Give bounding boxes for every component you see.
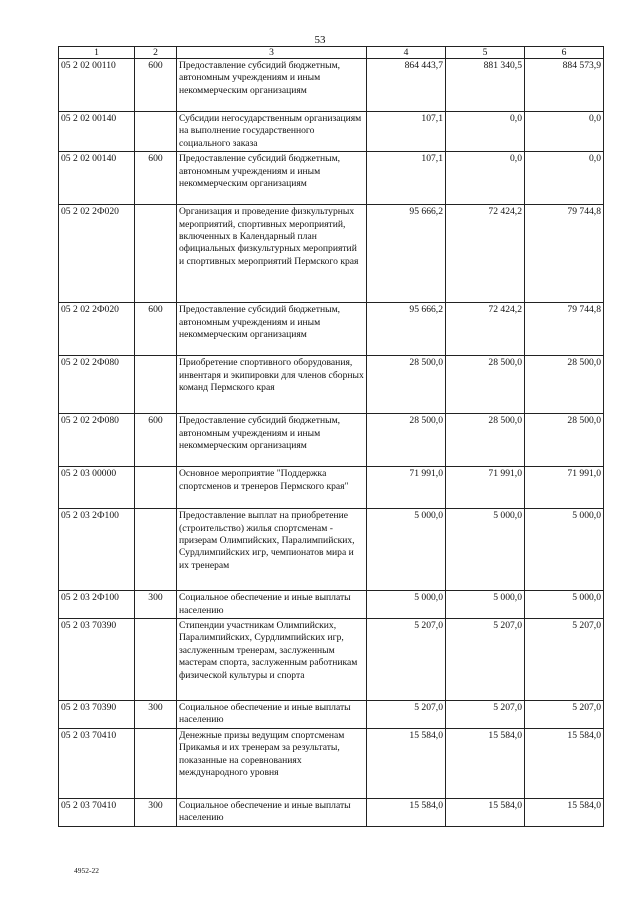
cell-name: Предоставление субсидий бюджетным, автономным учреждениям и иным некоммерческим организациям bbox=[177, 414, 367, 467]
cell-vr: 600 bbox=[135, 59, 177, 112]
cell-value-year2: 5 207,0 bbox=[446, 619, 525, 701]
cell-value-year3: 5 207,0 bbox=[525, 619, 604, 701]
cell-value-year3: 15 584,0 bbox=[525, 798, 604, 826]
cell-vr bbox=[135, 509, 177, 591]
cell-code: 05 2 03 70390 bbox=[59, 619, 135, 701]
cell-value-year1: 15 584,0 bbox=[367, 728, 446, 798]
cell-value-year1: 5 207,0 bbox=[367, 701, 446, 729]
cell-value-year1: 95 666,2 bbox=[367, 205, 446, 303]
table-header-row bbox=[59, 47, 604, 59]
table-row bbox=[59, 701, 604, 729]
cell-code: 05 2 02 2Ф080 bbox=[59, 356, 135, 414]
table-row bbox=[59, 205, 604, 303]
cell-value-year2: 15 584,0 bbox=[446, 728, 525, 798]
cell-vr bbox=[135, 205, 177, 303]
cell-code: 05 2 02 2Ф080 bbox=[59, 414, 135, 467]
cell-vr: 600 bbox=[135, 414, 177, 467]
cell-name: Стипендии участникам Олимпийских, Паралимпийских, Сурдлимпийских игр, заслуженным тренерам, заслуженным мастерам спорта, заслуженным работникам физической культуры и спорта bbox=[177, 619, 367, 701]
page-number: 53 bbox=[314, 34, 326, 46]
cell-code: 05 2 03 70410 bbox=[59, 798, 135, 826]
cell-value-year3: 79 744,8 bbox=[525, 303, 604, 356]
cell-code: 05 2 02 00140 bbox=[59, 152, 135, 205]
cell-value-year2: 71 991,0 bbox=[446, 467, 525, 509]
cell-vr: 300 bbox=[135, 701, 177, 729]
budget-table bbox=[58, 46, 604, 827]
cell-code: 05 2 03 2Ф100 bbox=[59, 509, 135, 591]
cell-value-year2: 0,0 bbox=[446, 112, 525, 152]
cell-value-year2: 28 500,0 bbox=[446, 414, 525, 467]
cell-code: 05 2 02 2Ф020 bbox=[59, 303, 135, 356]
cell-value-year3: 71 991,0 bbox=[525, 467, 604, 509]
cell-value-year3: 5 000,0 bbox=[525, 509, 604, 591]
cell-value-year3: 28 500,0 bbox=[525, 356, 604, 414]
table-row bbox=[59, 112, 604, 152]
cell-code: 05 2 02 00110 bbox=[59, 59, 135, 112]
cell-name: Организация и проведение физкультурных мероприятий, спортивных мероприятий, включенных в Календарный план официальных физкультурных мероприятий и спортивных мероприятий Пермского края bbox=[177, 205, 367, 303]
cell-name: Приобретение спортивного оборудования, инвентаря и экипировки для членов сборных команд Пермского края bbox=[177, 356, 367, 414]
cell-value-year1: 5 000,0 bbox=[367, 509, 446, 591]
cell-vr bbox=[135, 619, 177, 701]
cell-code: 05 2 02 2Ф020 bbox=[59, 205, 135, 303]
cell-vr: 600 bbox=[135, 303, 177, 356]
cell-value-year1: 5 000,0 bbox=[367, 591, 446, 619]
cell-value-year1: 107,1 bbox=[367, 152, 446, 205]
cell-value-year3: 5 000,0 bbox=[525, 591, 604, 619]
document-id: 4952-22 bbox=[74, 866, 99, 875]
cell-value-year3: 79 744,8 bbox=[525, 205, 604, 303]
cell-value-year1: 5 207,0 bbox=[367, 619, 446, 701]
cell-vr bbox=[135, 467, 177, 509]
table-row bbox=[59, 414, 604, 467]
cell-value-year2: 15 584,0 bbox=[446, 798, 525, 826]
cell-value-year1: 107,1 bbox=[367, 112, 446, 152]
cell-value-year1: 28 500,0 bbox=[367, 356, 446, 414]
column-header-code: 1 bbox=[59, 47, 135, 59]
cell-code: 05 2 03 00000 bbox=[59, 467, 135, 509]
cell-value-year2: 881 340,5 bbox=[446, 59, 525, 112]
cell-name: Предоставление субсидий бюджетным, автономным учреждениям и иным некоммерческим организациям bbox=[177, 303, 367, 356]
cell-name: Предоставление выплат на приобретение (строительство) жилья спортсменам - призерам Олимпийских, Паралимпийских, Сурдлимпийских игр, чемпионатов мира и их тренерам bbox=[177, 509, 367, 591]
table-row bbox=[59, 303, 604, 356]
cell-value-year2: 0,0 bbox=[446, 152, 525, 205]
table-row bbox=[59, 59, 604, 112]
table-row bbox=[59, 509, 604, 591]
cell-vr: 300 bbox=[135, 591, 177, 619]
table-row bbox=[59, 356, 604, 414]
cell-value-year2: 5 207,0 bbox=[446, 701, 525, 729]
table-row bbox=[59, 619, 604, 701]
column-header-name: 3 bbox=[177, 47, 367, 59]
cell-vr bbox=[135, 728, 177, 798]
cell-value-year1: 15 584,0 bbox=[367, 798, 446, 826]
cell-value-year1: 71 991,0 bbox=[367, 467, 446, 509]
cell-value-year3: 0,0 bbox=[525, 112, 604, 152]
table-row bbox=[59, 591, 604, 619]
column-header-vr: 2 bbox=[135, 47, 177, 59]
table-row bbox=[59, 467, 604, 509]
cell-value-year2: 28 500,0 bbox=[446, 356, 525, 414]
column-header-year1: 4 bbox=[367, 47, 446, 59]
cell-name: Денежные призы ведущим спортсменам Прикамья и их тренерам за результаты, показанные на соревнованиях международного уровня bbox=[177, 728, 367, 798]
cell-value-year3: 884 573,9 bbox=[525, 59, 604, 112]
cell-name: Основное мероприятие "Поддержка спортсменов и тренеров Пермского края" bbox=[177, 467, 367, 509]
cell-value-year2: 5 000,0 bbox=[446, 591, 525, 619]
cell-value-year3: 0,0 bbox=[525, 152, 604, 205]
cell-name: Предоставление субсидий бюджетным, автономным учреждениям и иным некоммерческим организациям bbox=[177, 152, 367, 205]
cell-vr bbox=[135, 112, 177, 152]
cell-code: 05 2 03 70390 bbox=[59, 701, 135, 729]
cell-value-year3: 5 207,0 bbox=[525, 701, 604, 729]
cell-vr: 600 bbox=[135, 152, 177, 205]
column-header-year3: 6 bbox=[525, 47, 604, 59]
table-row bbox=[59, 152, 604, 205]
cell-vr: 300 bbox=[135, 798, 177, 826]
cell-value-year1: 95 666,2 bbox=[367, 303, 446, 356]
cell-code: 05 2 02 00140 bbox=[59, 112, 135, 152]
cell-code: 05 2 03 70410 bbox=[59, 728, 135, 798]
cell-value-year2: 72 424,2 bbox=[446, 303, 525, 356]
cell-value-year1: 28 500,0 bbox=[367, 414, 446, 467]
cell-name: Предоставление субсидий бюджетным, автономным учреждениям и иным некоммерческим организациям bbox=[177, 59, 367, 112]
cell-value-year2: 5 000,0 bbox=[446, 509, 525, 591]
table-row bbox=[59, 728, 604, 798]
column-header-year2: 5 bbox=[446, 47, 525, 59]
cell-code: 05 2 03 2Ф100 bbox=[59, 591, 135, 619]
cell-name: Социальное обеспечение и иные выплаты населению bbox=[177, 591, 367, 619]
cell-name: Субсидии негосударственным организациям на выполнение государственного социального заказа bbox=[177, 112, 367, 152]
cell-value-year3: 28 500,0 bbox=[525, 414, 604, 467]
cell-vr bbox=[135, 356, 177, 414]
cell-name: Социальное обеспечение и иные выплаты населению bbox=[177, 701, 367, 729]
cell-value-year3: 15 584,0 bbox=[525, 728, 604, 798]
cell-value-year1: 864 443,7 bbox=[367, 59, 446, 112]
cell-value-year2: 72 424,2 bbox=[446, 205, 525, 303]
table-row bbox=[59, 798, 604, 826]
cell-name: Социальное обеспечение и иные выплаты населению bbox=[177, 798, 367, 826]
